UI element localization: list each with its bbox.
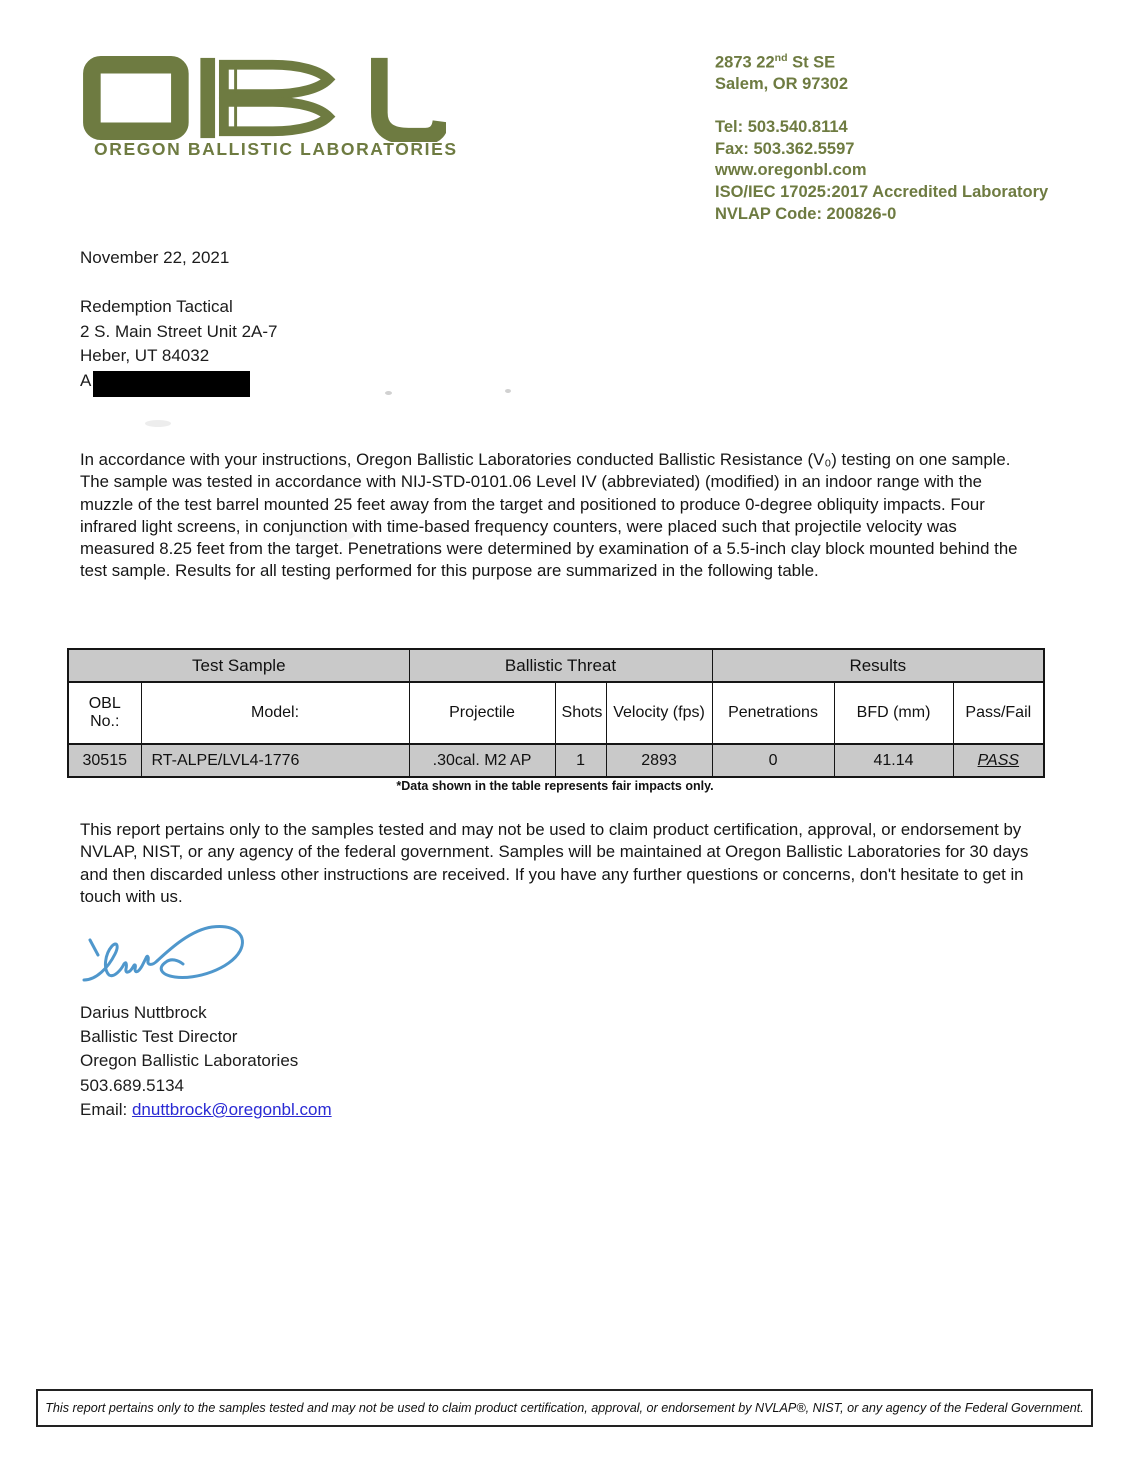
scan-artifact xyxy=(385,391,392,395)
signature-image xyxy=(76,920,286,1000)
footer-disclaimer-text: This report pertains only to the samples tested and may not be used to claim product certification, approval, or endorsement by NVLAP®, NIST, or any agency of the Federal Government. xyxy=(45,1401,1084,1415)
signer-company: Oregon Ballistic Laboratories xyxy=(80,1051,299,1071)
recipient-name: Redemption Tactical xyxy=(80,297,233,316)
results-table xyxy=(67,648,1045,778)
scan-artifact xyxy=(145,420,171,427)
company-website: www.oregonbl.com xyxy=(715,161,867,180)
company-address-line2: Salem, OR 97302 xyxy=(715,75,848,94)
col-header-velocity: Velocity (fps) xyxy=(606,682,712,744)
signer-phone: 503.689.5134 xyxy=(80,1075,184,1095)
company-fax: Fax: 503.362.5597 xyxy=(715,139,855,158)
footer-disclaimer-box xyxy=(36,1389,1093,1427)
cell-projectile: .30cal. M2 AP xyxy=(409,744,555,777)
cell-obl-no: 30515 xyxy=(68,744,141,777)
col-header-obl-no: OBL No.: xyxy=(68,682,141,744)
body-paragraph-2: The sample was tested in accordance with NIJ-STD-0101.06 Level IV (abbreviated) (modified) in an indoor range with the muzzle of the test barrel mounted 25 feet away from the target and positioned to produce 0-degree obliquity impacts. Four infrared light screens, in conjunction with time-based frequency counters, were placed such that projectile velocity was measured 8.25 feet from the target. Penetrations were determined by examination of a 5.5-inch clay block mounted behind the test sample. Results for all testing performed for this purpose are summarized in the following table. xyxy=(80,472,1018,581)
col-header-projectile: Projectile xyxy=(409,682,555,744)
signer-email-line xyxy=(80,1098,332,1122)
cell-shots: 1 xyxy=(555,744,606,777)
company-logo-icon xyxy=(78,54,446,142)
cell-bfd: 41.14 xyxy=(834,744,953,777)
scan-artifact xyxy=(505,389,511,393)
recipient-redacted-line xyxy=(80,369,277,394)
group-header-ballistic-threat: Ballistic Threat xyxy=(409,649,712,682)
cell-pass-fail: PASS xyxy=(953,744,1044,777)
cell-velocity: 2893 xyxy=(606,744,712,777)
body-paragraph-1: In accordance with your instructions, Oregon Ballistic Laboratories conducted Ballistic Resistance (V₀) testing on one sample. xyxy=(80,450,1011,469)
body-paragraphs xyxy=(80,449,1032,583)
col-header-pass-fail: Pass/Fail xyxy=(953,682,1044,744)
col-header-penetrations: Penetrations xyxy=(712,682,834,744)
company-nvlap-code: NVLAP Code: 200826-0 xyxy=(715,204,897,223)
group-header-results: Results xyxy=(712,649,1044,682)
body-paragraph-3: This report pertains only to the samples tested and may not be used to claim product certification, approval, or endorsement by NVLAP, NIST, or any agency of the federal government. Samples will be maintained at Oregon Ballistic Laboratories for 30 days and then discarded unless other instructions are received. If you have any further questions or concerns, don't hesitate to get in touch with us. xyxy=(80,820,1029,906)
signer-title: Ballistic Test Director xyxy=(80,1027,238,1047)
table-row xyxy=(68,744,1044,777)
redaction-bar xyxy=(93,371,250,397)
letter-date: November 22, 2021 xyxy=(80,248,230,267)
recipient-address-line1: 2 S. Main Street Unit 2A-7 xyxy=(80,321,278,341)
email-label: Email: xyxy=(80,1099,132,1119)
recipient-block xyxy=(80,295,277,393)
recipient-address-line2: Heber, UT 84032 xyxy=(80,346,210,365)
signer-name: Darius Nuttbrock xyxy=(80,1003,207,1022)
email-link[interactable]: dnuttbrock@oregonbl.com xyxy=(131,1099,332,1119)
group-header-test-sample: Test Sample xyxy=(68,649,409,682)
logo-wordmark: OREGON BALLISTIC LABORATORIES xyxy=(94,139,458,159)
cell-model: RT-ALPE/LVL4-1776 xyxy=(141,744,409,777)
table-group-header-row xyxy=(68,649,1044,682)
table-column-header-row xyxy=(68,682,1044,744)
company-address-line1: 2873 22nd St SE xyxy=(715,52,836,72)
company-contact-block xyxy=(715,48,1048,225)
col-header-model: Model: xyxy=(141,682,409,744)
signer-block xyxy=(80,1001,332,1122)
cell-penetrations: 0 xyxy=(712,744,834,777)
company-tel: Tel: 503.540.8114 xyxy=(715,118,848,137)
col-header-shots: Shots xyxy=(555,682,606,744)
redacted-line-prefix: A xyxy=(80,370,92,390)
company-accreditation: ISO/IEC 17025:2017 Accredited Laboratory xyxy=(715,183,1049,202)
table-footnote: *Data shown in the table represents fair impacts only. xyxy=(396,779,714,793)
col-header-bfd: BFD (mm) xyxy=(834,682,953,744)
